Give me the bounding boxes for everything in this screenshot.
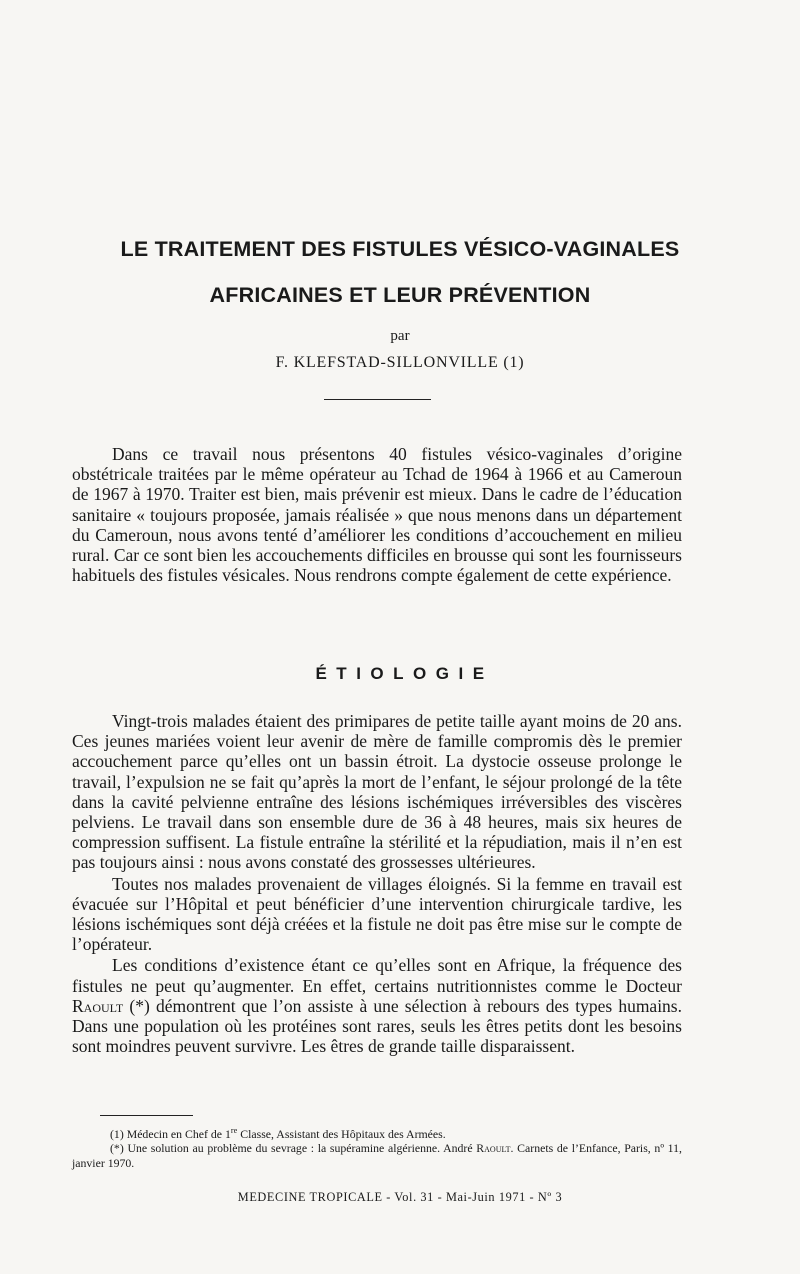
author-name: F. KLEFSTAD-SILLONVILLE (1)	[275, 354, 525, 371]
etiologie-section	[72, 711, 682, 1057]
footnote-2-text-b: . Carnets de l’Enfance, Paris, nº 11, janvier 1970.	[72, 1141, 682, 1170]
author-reference-raoult: Raoult	[72, 995, 124, 1016]
footnote-1-text-a: (1) Médecin en Chef de 1	[110, 1127, 231, 1141]
byline-par: par	[390, 328, 410, 344]
footnote-2	[72, 1141, 682, 1170]
footnote-separator-rule	[100, 1115, 193, 1116]
title-line-1: LE TRAITEMENT DES FISTULES VÉSICO-VAGINALES	[120, 237, 680, 261]
etiologie-paragraph-3	[72, 955, 682, 1056]
etiologie-paragraph-2: Toutes nos malades provenaient de villages éloignés. Si la femme en travail est évacuée sur l’Hôpital et peut bénéficier d’une intervention chirurgicale tardive, les lésions ischémiques sont déjà créées et la fistule ne doit pas être mise sur le compte de l’opérateur.	[72, 873, 682, 955]
section-heading-etiologie: ÉTIOLOGIE	[315, 664, 494, 683]
footnote-1-text-b: Classe, Assistant des Hôpitaux des Armées.	[237, 1127, 446, 1141]
paragraph-3-text-b: (*) démontrent que l’on assiste à une sélection à rebours des types humains. Dans une population où les protéines sont rares, seuls les êtres petits dont les besoins sont moindres peuvent survivre. Les êtres de grande taille disparaissent.	[72, 995, 682, 1057]
title-separator-rule	[324, 399, 431, 400]
footnote-1	[72, 1127, 682, 1142]
intro-section	[72, 444, 682, 585]
paragraph-3-text-a: Les conditions d’existence étant ce qu’elles sont en Afrique, la fréquence des fistules ne peut qu’augmenter. En effet, certains nutritionnistes comme le Docteur	[72, 955, 682, 996]
title-line-2: AFRICAINES ET LEUR PRÉVENTION	[209, 283, 591, 307]
footnote-1-superscript: re	[230, 1126, 238, 1136]
etiologie-paragraph-1: Vingt-trois malades étaient des primipares de petite taille ayant moins de 20 ans. Ces jeunes mariées voient leur avenir de mère de famille compromis dès le premier accouchement parce qu’elles ont un bassin étroit. La dystocie osseuse prolonge le travail, l’expulsion ne se fait qu’après la mort de l’enfant, le séjour prolongé de la tête dans la cavité pelvienne entraîne des lésions ischémiques irréversibles des viscères pelviens. Le travail dans son ensemble dure de 36 à 48 heures, mais six heures de compression suffisent. La fistule entraîne la stérilité et la répudiation, mais il n’en est pas toujours ainsi : nous avons constaté des grossesses ultérieures.	[72, 711, 682, 873]
footnote-2-text-a: (*) Une solution au problème du sevrage : la supéramine algérienne. André	[110, 1141, 477, 1155]
footnote-2-author: Raoult	[476, 1141, 511, 1155]
intro-paragraph: Dans ce travail nous présentons 40 fistules vésico-vaginales d’origine obstétricale traitées par le même opérateur au Tchad de 1964 à 1966 et au Cameroun de 1967 à 1970. Traiter est bien, mais prévenir est mieux. Dans le cadre de l’éducation sanitaire « toujours proposée, jamais réalisée » que nous menons dans un département du Cameroun, nous avons tenté d’améliorer les conditions d’accouchement en milieu rural. Car ce sont bien les accouchements difficiles en brousse qui sont les fournisseurs habituels des fistules vésicales. Nous rendrons compte également de cette expérience.	[72, 444, 682, 586]
journal-footer: MEDECINE TROPICALE - Vol. 31 - Mai-Juin 1971 - Nº 3	[237, 1190, 563, 1204]
